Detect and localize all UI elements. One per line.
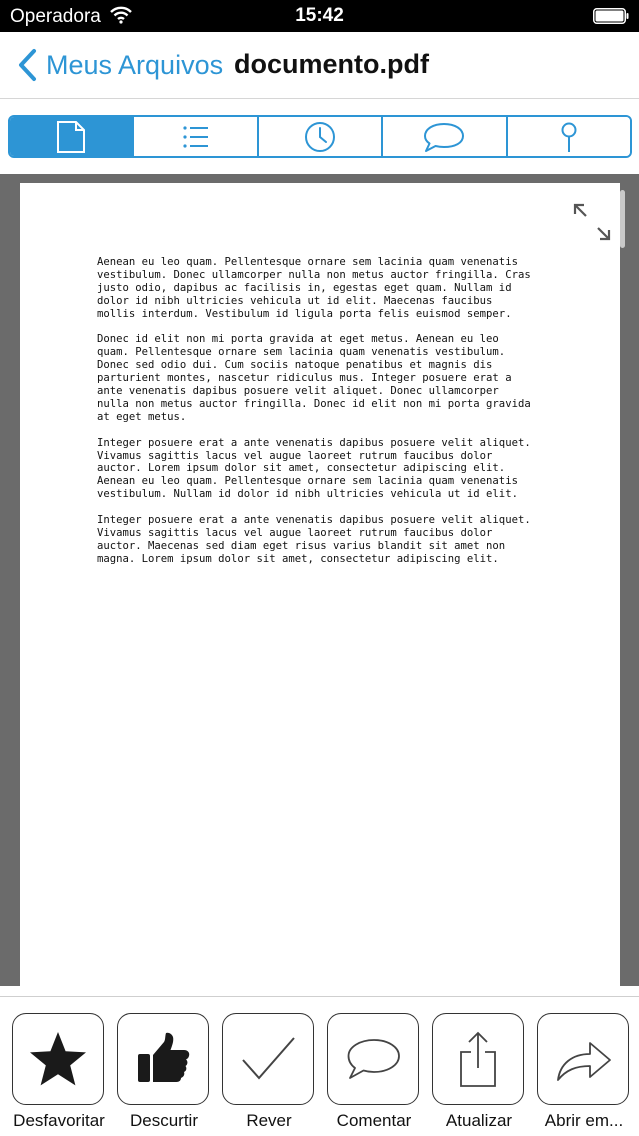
scroll-indicator[interactable] xyxy=(620,190,625,248)
carrier-name: Operadora xyxy=(10,6,101,27)
chevron-left-icon xyxy=(16,48,38,82)
tool-icon-box xyxy=(537,1013,629,1105)
speech-bubble-icon xyxy=(422,120,466,154)
tab-outline[interactable] xyxy=(132,117,256,156)
tool-icon-box xyxy=(222,1013,314,1105)
tab-location[interactable] xyxy=(506,117,630,156)
open-in-button[interactable] xyxy=(537,1013,631,1130)
tool-icon-box xyxy=(117,1013,209,1105)
navigation-bar xyxy=(0,32,639,99)
page-title: documento.pdf xyxy=(234,49,429,79)
tab-history[interactable] xyxy=(257,117,381,156)
forward-arrow-icon xyxy=(552,1028,614,1090)
tool-icon-box xyxy=(327,1013,419,1105)
status-bar xyxy=(0,0,639,32)
page-icon xyxy=(54,120,88,154)
clock-icon xyxy=(303,120,337,154)
paragraph: Integer posuere erat a ante venenatis dapibus posuere velit aliquet. Vivamus sagittis lacus vel augue laoreet rutrum faucibus dolor auctor. Lorem ipsum dolor sit amet, consectetur adipiscing elit. Aenean eu leo quam. Pellentesque ornare sem lacinia quam venenatis vestibulum. Nullam id dolor id nibh ultricies vehicula ut id elit. xyxy=(97,436,531,501)
document-viewer[interactable] xyxy=(0,174,639,986)
tab-comments[interactable] xyxy=(381,117,505,156)
paragraph: Donec id elit non mi porta gravida at eget metus. Aenean eu leo quam. Pellentesque ornare sem lacinia quam venenatis vestibulum. Donec sed odio dui. Cum sociis natoque penatibus et magnis dis parturient montes, nascetur ridiculus mus. Integer posuere erat a ante venenatis dapibus posuere velit aliquet. Donec ullamcorper nulla non metus auctor fringilla. Donec id elit non mi porta gravida at eget metus. xyxy=(97,333,531,423)
back-button-label: Meus Arquivos xyxy=(46,49,224,80)
expand-icon[interactable] xyxy=(570,200,614,244)
paragraph: Integer posuere erat a ante venenatis dapibus posuere velit aliquet. Vivamus sagittis lacus vel augue laoreet rutrum faucibus dolor auctor. Maecenas sed diam eget risus varius blandit sit amet non magna. Lorem ipsum dolor sit amet, consectetur adipiscing elit. xyxy=(97,514,531,565)
battery-icon xyxy=(593,8,629,24)
paragraph: Aenean eu leo quam. Pellentesque ornare sem lacinia quam venenatis vestibulum. Donec ullamcorper nulla non metus auctor fringilla. Cras justo odio, dapibus ac facilisis in, egestas eget quam. Nullam id dolor id nibh ultricies vehicula ut id elit. Maecenas faucibus mollis interdum. Vestibulum id ligula porta felis euismod semper. xyxy=(97,256,531,320)
tab-page[interactable] xyxy=(10,117,132,156)
list-icon xyxy=(179,120,213,154)
checkmark-icon xyxy=(237,1028,299,1090)
action-toolbar xyxy=(0,996,639,1136)
view-mode-bar xyxy=(0,99,639,174)
tool-icon-box xyxy=(12,1013,104,1105)
share-upload-icon xyxy=(447,1028,509,1090)
thumbs-up-icon xyxy=(132,1028,194,1090)
comment-button[interactable] xyxy=(327,1013,421,1130)
tool-label: Descurtir xyxy=(129,1111,198,1130)
update-button[interactable] xyxy=(432,1013,526,1130)
tool-label: Desfavoritar xyxy=(13,1111,105,1130)
tool-label: Abrir em... xyxy=(544,1111,624,1130)
tool-label: Atualizar xyxy=(445,1111,513,1130)
unfavorite-button[interactable] xyxy=(12,1013,106,1130)
review-button[interactable] xyxy=(222,1013,316,1130)
pin-icon xyxy=(552,120,586,154)
document-page xyxy=(20,183,620,986)
clock-time: 15:42 xyxy=(295,5,344,26)
segmented-control xyxy=(8,115,632,158)
tool-label: Comentar xyxy=(336,1111,412,1130)
star-icon xyxy=(27,1028,89,1090)
document-text xyxy=(97,256,552,579)
back-button[interactable] xyxy=(16,47,223,83)
unlike-button[interactable] xyxy=(117,1013,211,1130)
tool-icon-box xyxy=(432,1013,524,1105)
speech-bubble-icon xyxy=(342,1028,404,1090)
tool-label: Rever xyxy=(246,1111,292,1130)
